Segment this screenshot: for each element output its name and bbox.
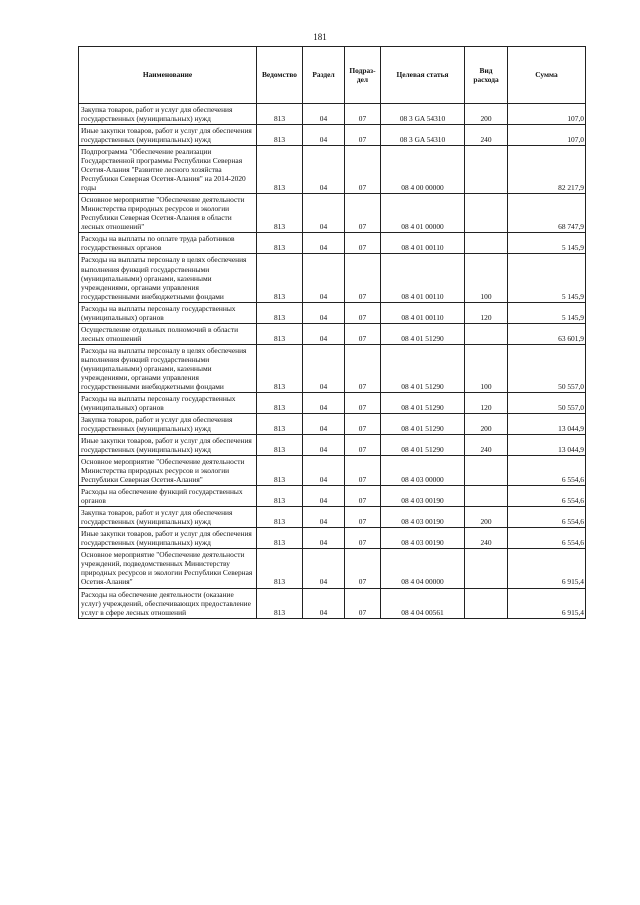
row-celevaya-cell: 08 4 03 00190 (381, 528, 465, 549)
row-vedomstvo-cell: 813 (257, 254, 303, 302)
row-razdel-cell: 04 (303, 435, 345, 456)
row-celevaya-cell: 08 4 03 00190 (381, 507, 465, 528)
row-vid-cell: 240 (465, 435, 508, 456)
row-podrazdel-cell: 07 (345, 302, 381, 323)
row-razdel-cell: 04 (303, 194, 345, 233)
row-celevaya-cell: 08 4 04 00561 (381, 588, 465, 618)
table-row (79, 507, 586, 528)
row-vid-cell (465, 549, 508, 588)
row-razdel-cell: 04 (303, 323, 345, 344)
table-row (79, 456, 586, 486)
row-vedomstvo-cell: 813 (257, 302, 303, 323)
row-vedomstvo-cell: 813 (257, 413, 303, 434)
row-name-cell: Расходы на выплаты персоналу в целях обеспечения выполнения функций государственными (муниципальными) органами, казенными учреждениями, органами управления государственными внебюджетными фондами (79, 254, 257, 302)
row-vedomstvo-cell: 813 (257, 435, 303, 456)
row-summa-cell: 6 915,4 (508, 549, 586, 588)
row-summa-cell: 5 145,9 (508, 254, 586, 302)
row-celevaya-cell: 08 4 03 00000 (381, 456, 465, 486)
row-podrazdel-cell: 07 (345, 413, 381, 434)
row-name-cell: Расходы на выплаты по оплате труда работников государственных органов (79, 233, 257, 254)
row-vid-cell: 100 (465, 344, 508, 392)
row-name-cell: Расходы на выплаты персоналу государственных (муниципальных) органов (79, 302, 257, 323)
row-vedomstvo-cell: 813 (257, 104, 303, 125)
row-summa-cell: 50 557,0 (508, 392, 586, 413)
row-podrazdel-cell: 07 (345, 194, 381, 233)
header-razdel: Раздел (303, 47, 345, 104)
row-summa-cell: 6 554,6 (508, 456, 586, 486)
row-summa-cell: 6 554,6 (508, 486, 586, 507)
row-summa-cell: 6 915,4 (508, 588, 586, 618)
row-vid-cell: 240 (465, 528, 508, 549)
table-row (79, 486, 586, 507)
row-podrazdel-cell: 07 (345, 233, 381, 254)
row-razdel-cell: 04 (303, 456, 345, 486)
header-celevaya-statya: Целевая статья (381, 47, 465, 104)
budget-table (78, 46, 586, 619)
row-vid-cell: 200 (465, 507, 508, 528)
row-celevaya-cell: 08 4 00 00000 (381, 146, 465, 194)
row-podrazdel-cell: 07 (345, 323, 381, 344)
header-vedomstvo: Ведомство (257, 47, 303, 104)
row-vedomstvo-cell: 813 (257, 588, 303, 618)
table-row (79, 344, 586, 392)
row-vid-cell: 200 (465, 104, 508, 125)
row-name-cell: Иные закупки товаров, работ и услуг для обеспечения государственных (муниципальных) нужд (79, 125, 257, 146)
row-celevaya-cell: 08 4 01 00110 (381, 302, 465, 323)
header-name: Наименование (79, 47, 257, 104)
row-vedomstvo-cell: 813 (257, 344, 303, 392)
row-vid-cell: 100 (465, 254, 508, 302)
header-vid-raskhoda: Вид расхода (465, 47, 508, 104)
row-podrazdel-cell: 07 (345, 456, 381, 486)
row-podrazdel-cell: 07 (345, 104, 381, 125)
row-vedomstvo-cell: 813 (257, 125, 303, 146)
row-celevaya-cell: 08 4 01 51290 (381, 413, 465, 434)
row-summa-cell: 63 601,9 (508, 323, 586, 344)
page-number: 181 (313, 32, 327, 42)
row-summa-cell: 13 044,9 (508, 413, 586, 434)
row-summa-cell: 68 747,9 (508, 194, 586, 233)
row-vedomstvo-cell: 813 (257, 486, 303, 507)
row-razdel-cell: 04 (303, 104, 345, 125)
row-vid-cell: 120 (465, 392, 508, 413)
row-podrazdel-cell: 07 (345, 549, 381, 588)
row-vedomstvo-cell: 813 (257, 194, 303, 233)
row-vedomstvo-cell: 813 (257, 323, 303, 344)
table-row (79, 233, 586, 254)
row-vid-cell (465, 486, 508, 507)
row-name-cell: Закупка товаров, работ и услуг для обеспечения государственных (муниципальных) нужд (79, 507, 257, 528)
row-name-cell: Подпрограмма "Обеспечение реализации Государственной программы Республики Северная Осетия-Алания "Развитие лесного хозяйства Республики Северная Осетия-Алания" на 2014-2020 годы (79, 146, 257, 194)
row-razdel-cell: 04 (303, 392, 345, 413)
row-vid-cell: 120 (465, 302, 508, 323)
row-podrazdel-cell: 07 (345, 392, 381, 413)
row-razdel-cell: 04 (303, 549, 345, 588)
table-row (79, 435, 586, 456)
table-row (79, 146, 586, 194)
row-name-cell: Иные закупки товаров, работ и услуг для обеспечения государственных (муниципальных) нужд (79, 528, 257, 549)
row-razdel-cell: 04 (303, 344, 345, 392)
row-name-cell: Иные закупки товаров, работ и услуг для обеспечения государственных (муниципальных) нужд (79, 435, 257, 456)
table-row (79, 588, 586, 618)
row-summa-cell: 82 217,9 (508, 146, 586, 194)
row-summa-cell: 50 557,0 (508, 344, 586, 392)
row-podrazdel-cell: 07 (345, 254, 381, 302)
row-razdel-cell: 04 (303, 125, 345, 146)
row-summa-cell: 5 145,9 (508, 302, 586, 323)
row-name-cell: Расходы на обеспечение деятельности (оказание услуг) учреждений, обеспечивающих предоставление услуг в сфере лесных отношений (79, 588, 257, 618)
row-podrazdel-cell: 07 (345, 528, 381, 549)
row-vedomstvo-cell: 813 (257, 146, 303, 194)
row-celevaya-cell: 08 4 01 51290 (381, 323, 465, 344)
row-name-cell: Расходы на выплаты персоналу государственных (муниципальных) органов (79, 392, 257, 413)
row-razdel-cell: 04 (303, 413, 345, 434)
row-vid-cell (465, 588, 508, 618)
header-summa: Сумма (508, 47, 586, 104)
table-row (79, 125, 586, 146)
row-razdel-cell: 04 (303, 302, 345, 323)
row-name-cell: Осуществление отдельных полномочий в области лесных отношений (79, 323, 257, 344)
row-summa-cell: 107,0 (508, 125, 586, 146)
row-vedomstvo-cell: 813 (257, 549, 303, 588)
row-razdel-cell: 04 (303, 588, 345, 618)
row-vedomstvo-cell: 813 (257, 233, 303, 254)
row-razdel-cell: 04 (303, 233, 345, 254)
row-name-cell: Расходы на обеспечение функций государственных органов (79, 486, 257, 507)
table-row (79, 323, 586, 344)
row-name-cell: Основное мероприятие "Обеспечение деятельности Министерства природных ресурсов и экологии Республики Северная Осетия-Алания в области лесных отношений" (79, 194, 257, 233)
row-celevaya-cell: 08 3 GA 54310 (381, 104, 465, 125)
table-header-row (79, 47, 586, 104)
row-vid-cell (465, 456, 508, 486)
row-vid-cell (465, 233, 508, 254)
row-vedomstvo-cell: 813 (257, 507, 303, 528)
row-vedomstvo-cell: 813 (257, 456, 303, 486)
row-razdel-cell: 04 (303, 146, 345, 194)
row-vid-cell (465, 194, 508, 233)
row-razdel-cell: 04 (303, 486, 345, 507)
table-row (79, 392, 586, 413)
row-celevaya-cell: 08 4 03 00190 (381, 486, 465, 507)
row-name-cell: Закупка товаров, работ и услуг для обеспечения государственных (муниципальных) нужд (79, 413, 257, 434)
row-vid-cell (465, 323, 508, 344)
row-celevaya-cell: 08 4 01 51290 (381, 435, 465, 456)
row-name-cell: Расходы на выплаты персоналу в целях обеспечения выполнения функций государственными (муниципальными) органами, казенными учреждениями, органами управления государственными внебюджетными фондами (79, 344, 257, 392)
row-vid-cell (465, 146, 508, 194)
table-row (79, 104, 586, 125)
row-podrazdel-cell: 07 (345, 486, 381, 507)
row-podrazdel-cell: 07 (345, 344, 381, 392)
row-celevaya-cell: 08 4 04 00000 (381, 549, 465, 588)
row-podrazdel-cell: 07 (345, 507, 381, 528)
row-razdel-cell: 04 (303, 254, 345, 302)
row-summa-cell: 5 145,9 (508, 233, 586, 254)
row-podrazdel-cell: 07 (345, 435, 381, 456)
row-razdel-cell: 04 (303, 507, 345, 528)
row-summa-cell: 107,0 (508, 104, 586, 125)
row-celevaya-cell: 08 3 GA 54310 (381, 125, 465, 146)
row-podrazdel-cell: 07 (345, 125, 381, 146)
header-podrazdel: Подраз- дел (345, 47, 381, 104)
row-celevaya-cell: 08 4 01 00000 (381, 194, 465, 233)
row-name-cell: Закупка товаров, работ и услуг для обеспечения государственных (муниципальных) нужд (79, 104, 257, 125)
table-row (79, 194, 586, 233)
table-row (79, 254, 586, 302)
row-vedomstvo-cell: 813 (257, 528, 303, 549)
row-vedomstvo-cell: 813 (257, 392, 303, 413)
table-row (79, 413, 586, 434)
row-razdel-cell: 04 (303, 528, 345, 549)
table-row (79, 528, 586, 549)
row-podrazdel-cell: 07 (345, 146, 381, 194)
row-summa-cell: 6 554,6 (508, 507, 586, 528)
row-celevaya-cell: 08 4 01 51290 (381, 392, 465, 413)
row-celevaya-cell: 08 4 01 00110 (381, 254, 465, 302)
row-name-cell: Основное мероприятие "Обеспечение деятельности учреждений, подведомственных Министерству природных ресурсов и экологии Республики Северная Осетия-Алания" (79, 549, 257, 588)
row-celevaya-cell: 08 4 01 51290 (381, 344, 465, 392)
row-summa-cell: 6 554,6 (508, 528, 586, 549)
row-name-cell: Основное мероприятие "Обеспечение деятельности Министерства природных ресурсов и экологии Республики Северная Осетия-Алания" (79, 456, 257, 486)
row-podrazdel-cell: 07 (345, 588, 381, 618)
table-body (79, 104, 586, 619)
table-row (79, 549, 586, 588)
row-celevaya-cell: 08 4 01 00110 (381, 233, 465, 254)
row-summa-cell: 13 044,9 (508, 435, 586, 456)
row-vid-cell: 240 (465, 125, 508, 146)
row-vid-cell: 200 (465, 413, 508, 434)
table-row (79, 302, 586, 323)
